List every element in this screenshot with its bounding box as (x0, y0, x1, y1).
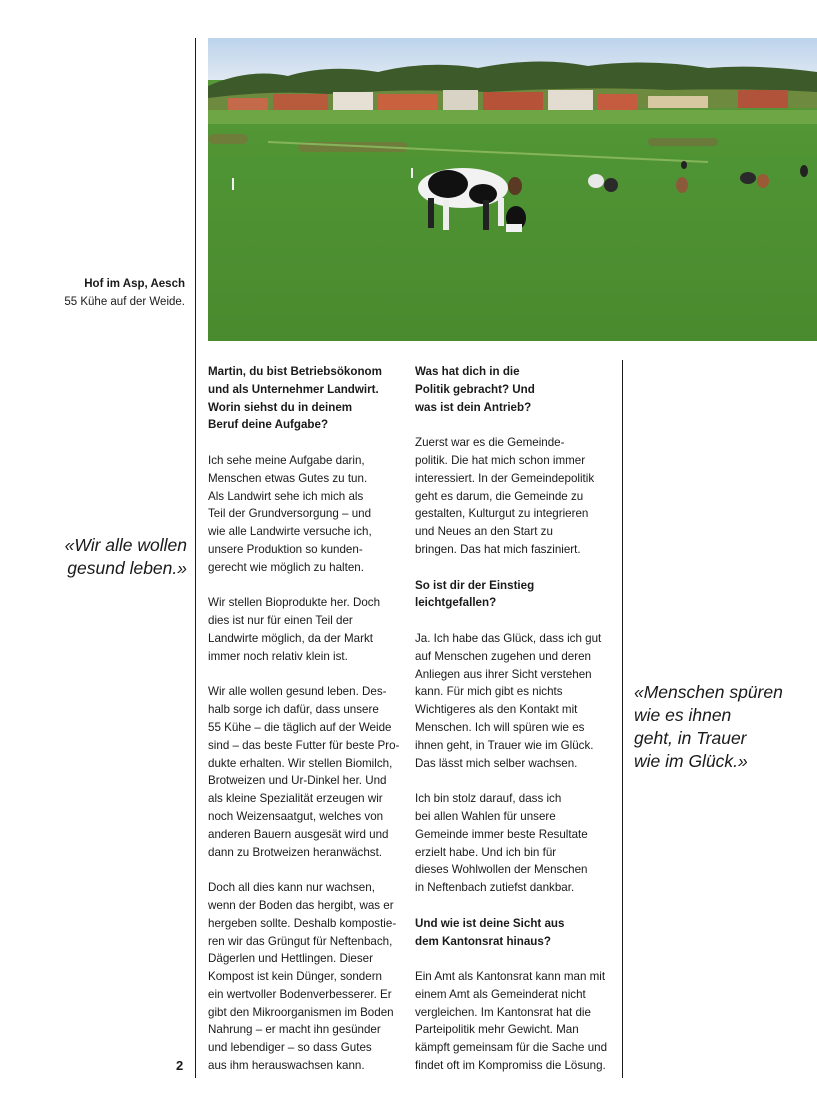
pullquote-left: «Wir alle wollen gesund leben.» (64, 535, 187, 578)
text-column-2 (415, 363, 615, 1093)
interview-answer: Wir alle wollen gesund leben. Des- halb sorge ich dafür, dass unsere 55 Kühe – die täglich auf der Weide sind – das beste Futter für beste Pro- dukte erhalten. Wir stellen Biomilch, Brotweizen und Ur-Dinkel her. Und als kleine Spezialität erzeugen wir noch Weizensaatgut, welches von anderen Bauern ausgesät wird und dann zu Brotweizen heranwächst. (208, 685, 400, 859)
photo-caption (64, 275, 185, 311)
page-number: 2 (176, 1058, 184, 1073)
interview-answer: Ja. Ich habe das Glück, dass ich gut auf Menschen zugehen und deren Anliegen aus ihrer Sicht verstehen kann. Für mich gibt es nichts Wichtigeres als den Kontakt mit Menschen. Ich will spüren wie es ihnen geht, in Trauer wie im Glück. Das lässt mich selber wachsen. (415, 631, 602, 770)
interview-answer: Doch all dies kann nur wachsen, wenn der Boden das hergibt, was er hergeben sollte. Deshalb kompostie- ren wir das Grüngut für Neftenbach, Dägerlen und Hettlingen. Dieser Kompost ist kein Dünger, sondern ein wertvoller Bodenverbesserer. Er gibt den Mikroorganismen im Boden Nahrung – er macht ihn gesünder und lebendiger – so dass Gutes aus ihm herauswachsen kann. (208, 881, 397, 1073)
interview-answer: Zuerst war es die Gemeinde- politik. Die hat mich schon immer interessiert. In der Gemeindepolitik geht es darum, die Gemeinde zu gestalten, Kulturgut zu integrieren und Neues an den Start zu bringen. Das hat mich fasziniert. (415, 436, 595, 556)
caption-title: Hof im Asp, Aesch (84, 278, 185, 290)
interview-answer: Ich bin stolz darauf, dass ich bei allen Wahlen für unsere Gemeinde immer beste Resultate erzielt habe. Und ich bin für dieses Wohlwollen der Menschen in Neftenbach zutiefst dankbar. (415, 792, 588, 895)
interview-question: Und wie ist deine Sicht aus dem Kantonsrat hinaus? (415, 916, 565, 948)
interview-question: So ist dir der Einstieg leichtgefallen? (415, 578, 535, 610)
text-column-1 (208, 363, 408, 1093)
interview-question: Martin, du bist Betriebsökonom und als Unternehmer Landwirt. Worin siehst du in deinem Beruf deine Aufgabe? (208, 365, 382, 432)
interview-answer: Wir stellen Bioprodukte her. Doch dies ist nur für einen Teil der Landwirte möglich, da der Markt immer noch relativ klein ist. (208, 596, 381, 663)
pullquote-right: «Menschen spüren wie es ihnen geht, in Trauer wie im Glück.» (634, 682, 783, 771)
photo-cows-pasture (208, 38, 817, 341)
column-divider-left (195, 38, 196, 1078)
interview-answer: Ein Amt als Kantonsrat kann man mit einem Amt als Gemeinderat nicht vergleichen. Im Kantonsrat hat die Parteipolitik mehr Gewicht. Man kämpft gemeinsam für die Sache und findet oft im Kompromiss die Lösung. (415, 970, 608, 1073)
interview-answer: Ich sehe meine Aufgabe darin, Menschen etwas Gutes zu tun. Als Landwirt sehe ich mich als Teil der Grundversorgung – und wie alle Landwirte versuche ich, unsere Produktion so kunden- gerecht wie möglich zu halten. (208, 453, 372, 574)
caption-subtitle: 55 Kühe auf der Weide. (64, 296, 185, 308)
interview-question: Was hat dich in die Politik gebracht? Und was ist dein Antrieb? (415, 365, 535, 414)
column-divider-right (622, 360, 623, 1078)
pasture-image (208, 38, 817, 341)
